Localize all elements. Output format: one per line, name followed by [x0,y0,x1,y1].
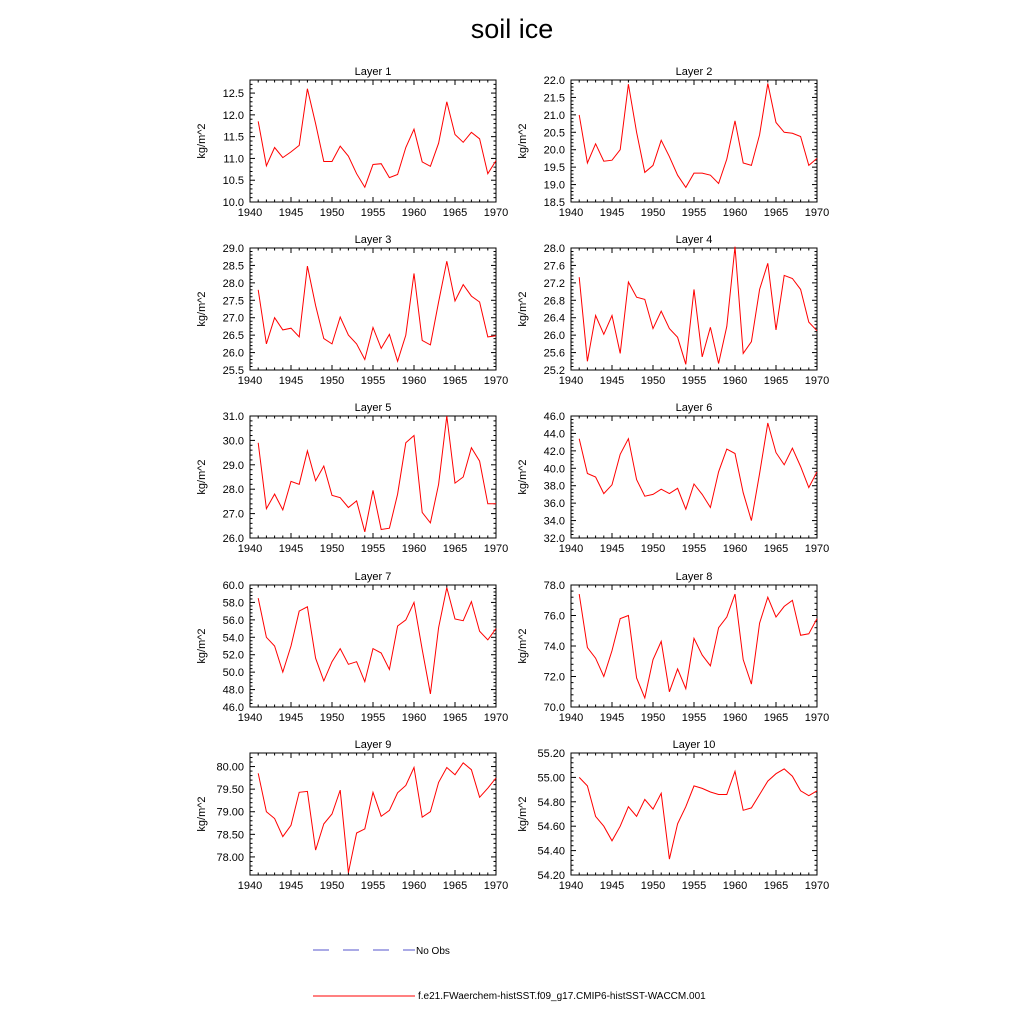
x-tick-label: 1965 [763,880,789,892]
x-tick-label: 1965 [442,207,468,219]
y-tick-label: 11.0 [223,153,244,166]
y-tick-label: 78.50 [216,829,244,842]
y-tick-label: 74.0 [543,641,565,653]
y-tick-label: 28.0 [543,243,565,255]
x-tick-label: 1965 [442,375,468,387]
panel-layer-6 [517,402,829,555]
x-tick-label: 1960 [722,543,748,555]
x-tick-label: 1960 [722,880,748,892]
y-tick-label: 79.50 [216,784,244,797]
y-tick-label: 12.0 [222,109,244,122]
series-line [579,423,817,521]
y-tick-label: 31.0 [222,411,244,423]
x-tick-label: 1950 [640,712,666,724]
y-tick-label: 20.0 [543,144,565,157]
panel-layer-4 [517,234,829,387]
y-tick-label: 70.0 [543,702,565,714]
y-tick-label: 40.0 [543,463,565,476]
x-tick-label: 1950 [640,880,666,892]
y-tick-label: 54.40 [537,845,565,858]
panel-title: Layer 2 [675,66,713,78]
y-tick-label: 72.0 [543,671,565,684]
x-tick-label: 1945 [278,880,304,892]
x-tick-label: 1965 [763,543,789,555]
x-tick-label: 1960 [401,543,427,555]
y-tick-label: 26.8 [543,295,565,308]
y-tick-label: 19.0 [543,179,565,192]
y-tick-label: 21.0 [543,109,565,122]
y-tick-label: 26.4 [543,312,565,325]
y-tick-label: 44.0 [543,428,565,441]
y-tick-label: 19.5 [543,162,565,175]
x-tick-label: 1960 [401,207,427,219]
x-tick-label: 1945 [599,880,625,892]
x-tick-label: 1950 [640,543,666,555]
x-tick-label: 1940 [558,375,584,387]
y-tick-label: 10.5 [222,175,244,188]
y-tick-label: 20.5 [543,127,565,140]
panel-title: Layer 7 [354,571,392,583]
x-tick-label: 1970 [483,712,509,724]
y-tick-label: 25.6 [543,347,565,360]
plot-frame [571,416,817,538]
legend-model-label: f.e21.FWaerchem-histSST.f09_g17.CMIP6-histSST-WACCM.001 [418,991,706,1002]
y-tick-label: 36.0 [543,498,565,511]
series-line [579,247,817,365]
y-tick-label: 79.00 [216,806,244,819]
y-axis-label: kg/m^2 [517,459,529,495]
x-tick-label: 1940 [558,880,584,892]
x-tick-label: 1970 [804,375,830,387]
y-tick-label: 10.0 [222,197,244,209]
y-tick-label: 26.0 [222,347,244,360]
y-tick-label: 28.5 [222,260,244,273]
y-tick-label: 78.0 [543,580,565,592]
x-tick-label: 1945 [278,207,304,219]
x-tick-label: 1970 [483,207,509,219]
series-line [579,594,817,698]
x-tick-label: 1945 [599,375,625,387]
y-axis-label: kg/m^2 [196,291,208,327]
y-tick-label: 29.0 [222,243,244,255]
y-axis-label: kg/m^2 [196,459,208,495]
x-tick-label: 1950 [640,207,666,219]
panel-layer-2 [517,66,829,219]
x-tick-label: 1955 [681,712,707,724]
y-tick-label: 76.0 [543,610,565,623]
y-tick-label: 26.5 [222,330,244,343]
series-line [258,588,496,694]
x-tick-label: 1960 [722,712,748,724]
x-tick-label: 1955 [360,375,386,387]
y-tick-label: 60.0 [222,580,244,592]
x-tick-label: 1970 [483,375,509,387]
x-tick-label: 1960 [722,375,748,387]
y-tick-label: 78.00 [216,851,244,864]
plot-frame [571,585,817,707]
x-tick-label: 1960 [401,880,427,892]
y-tick-label: 55.00 [537,772,565,785]
series-line [258,89,496,188]
x-tick-label: 1970 [483,880,509,892]
x-tick-label: 1945 [278,375,304,387]
x-tick-label: 1965 [763,375,789,387]
y-tick-label: 52.0 [222,649,244,662]
y-tick-label: 80.00 [216,761,244,774]
x-tick-label: 1965 [763,207,789,219]
plot-frame [571,80,817,202]
x-tick-label: 1945 [599,207,625,219]
x-tick-label: 1940 [558,543,584,555]
x-tick-label: 1970 [804,207,830,219]
panel-title: Layer 8 [675,571,713,583]
x-tick-label: 1945 [599,543,625,555]
x-tick-label: 1940 [237,880,263,892]
panel-layer-8 [517,571,829,724]
x-tick-label: 1950 [640,375,666,387]
x-tick-label: 1950 [319,375,345,387]
y-tick-label: 25.2 [543,365,565,377]
y-tick-label: 54.0 [222,632,244,645]
y-axis-label: kg/m^2 [517,291,529,327]
x-tick-label: 1955 [360,712,386,724]
x-tick-label: 1970 [483,543,509,555]
x-tick-label: 1955 [360,880,386,892]
series-line [579,84,817,188]
series-line [258,416,496,532]
panel-title: Layer 9 [354,739,392,751]
y-tick-label: 27.0 [222,312,244,325]
y-axis-label: kg/m^2 [196,628,208,664]
plot-frame [250,80,496,202]
y-axis-label: kg/m^2 [517,628,529,664]
x-tick-label: 1955 [681,543,707,555]
y-tick-label: 30.0 [222,435,244,448]
panel-layer-10 [517,739,829,892]
x-tick-label: 1950 [319,880,345,892]
y-tick-label: 58.0 [222,597,244,610]
y-tick-label: 26.0 [543,330,565,343]
y-axis-label: kg/m^2 [196,796,208,832]
y-tick-label: 32.0 [543,533,565,545]
y-tick-label: 11.5 [223,131,244,144]
y-tick-label: 28.0 [222,484,244,497]
y-tick-label: 21.5 [543,92,565,105]
plot-frame [571,248,817,370]
panel-title: Layer 1 [354,66,392,78]
y-tick-label: 27.5 [222,295,244,308]
y-tick-label: 27.2 [543,277,565,290]
x-tick-label: 1940 [237,375,263,387]
x-tick-label: 1960 [722,207,748,219]
panel-layer-7 [196,571,508,724]
chart-title: soil ice [470,14,554,44]
y-tick-label: 38.0 [543,480,565,493]
y-tick-label: 56.0 [222,614,244,627]
y-axis-label: kg/m^2 [517,796,529,832]
y-tick-label: 27.6 [543,260,565,273]
x-tick-label: 1945 [278,712,304,724]
panel-title: Layer 3 [354,234,392,246]
x-tick-label: 1965 [442,543,468,555]
y-tick-label: 42.0 [543,445,565,458]
plot-frame [250,753,496,875]
y-tick-label: 48.0 [222,684,244,697]
x-tick-label: 1970 [804,543,830,555]
series-line [258,763,496,873]
x-tick-label: 1940 [558,712,584,724]
x-tick-label: 1955 [360,207,386,219]
y-tick-label: 54.20 [537,870,565,882]
y-tick-label: 50.0 [222,667,244,680]
panel-title: Layer 6 [675,402,713,414]
panel-title: Layer 5 [354,402,392,414]
y-tick-label: 25.5 [222,365,244,377]
panel-layer-3 [196,234,508,387]
legend [313,946,706,1002]
y-tick-label: 29.0 [222,459,244,472]
x-tick-label: 1940 [558,207,584,219]
panel-layer-5 [196,402,508,555]
x-tick-label: 1945 [278,543,304,555]
x-tick-label: 1970 [804,712,830,724]
y-tick-label: 54.80 [537,796,565,809]
x-tick-label: 1955 [681,207,707,219]
x-tick-label: 1955 [681,880,707,892]
panel-title: Layer 4 [675,234,713,246]
y-tick-label: 28.0 [222,277,244,290]
legend-obs-label: No Obs [416,946,450,957]
y-tick-label: 27.0 [222,508,244,521]
panel-layer-1 [196,66,508,219]
x-tick-label: 1945 [599,712,625,724]
panels [196,66,829,892]
x-tick-label: 1965 [763,712,789,724]
y-tick-label: 34.0 [543,515,565,528]
x-tick-label: 1950 [319,207,345,219]
y-tick-label: 22.0 [543,75,565,87]
x-tick-label: 1940 [237,712,263,724]
series-line [579,769,817,859]
y-tick-label: 46.0 [543,411,565,423]
x-tick-label: 1960 [401,375,427,387]
x-tick-label: 1960 [401,712,427,724]
plot-frame [250,585,496,707]
y-tick-label: 18.5 [543,197,565,209]
x-tick-label: 1970 [804,880,830,892]
x-tick-label: 1965 [442,880,468,892]
plot-frame [250,416,496,538]
x-tick-label: 1940 [237,207,263,219]
x-tick-label: 1940 [237,543,263,555]
y-tick-label: 46.0 [222,702,244,714]
x-tick-label: 1955 [681,375,707,387]
y-axis-label: kg/m^2 [196,123,208,159]
y-tick-label: 12.5 [222,88,244,101]
panel-title: Layer 10 [672,739,716,751]
plot-frame [250,248,496,370]
x-tick-label: 1950 [319,712,345,724]
x-tick-label: 1965 [442,712,468,724]
x-tick-label: 1950 [319,543,345,555]
y-tick-label: 26.0 [222,533,244,545]
series-line [258,261,496,361]
y-tick-label: 54.60 [537,821,565,834]
x-tick-label: 1955 [360,543,386,555]
y-axis-label: kg/m^2 [517,123,529,159]
panel-layer-9 [196,739,508,892]
y-tick-label: 55.20 [537,748,565,760]
